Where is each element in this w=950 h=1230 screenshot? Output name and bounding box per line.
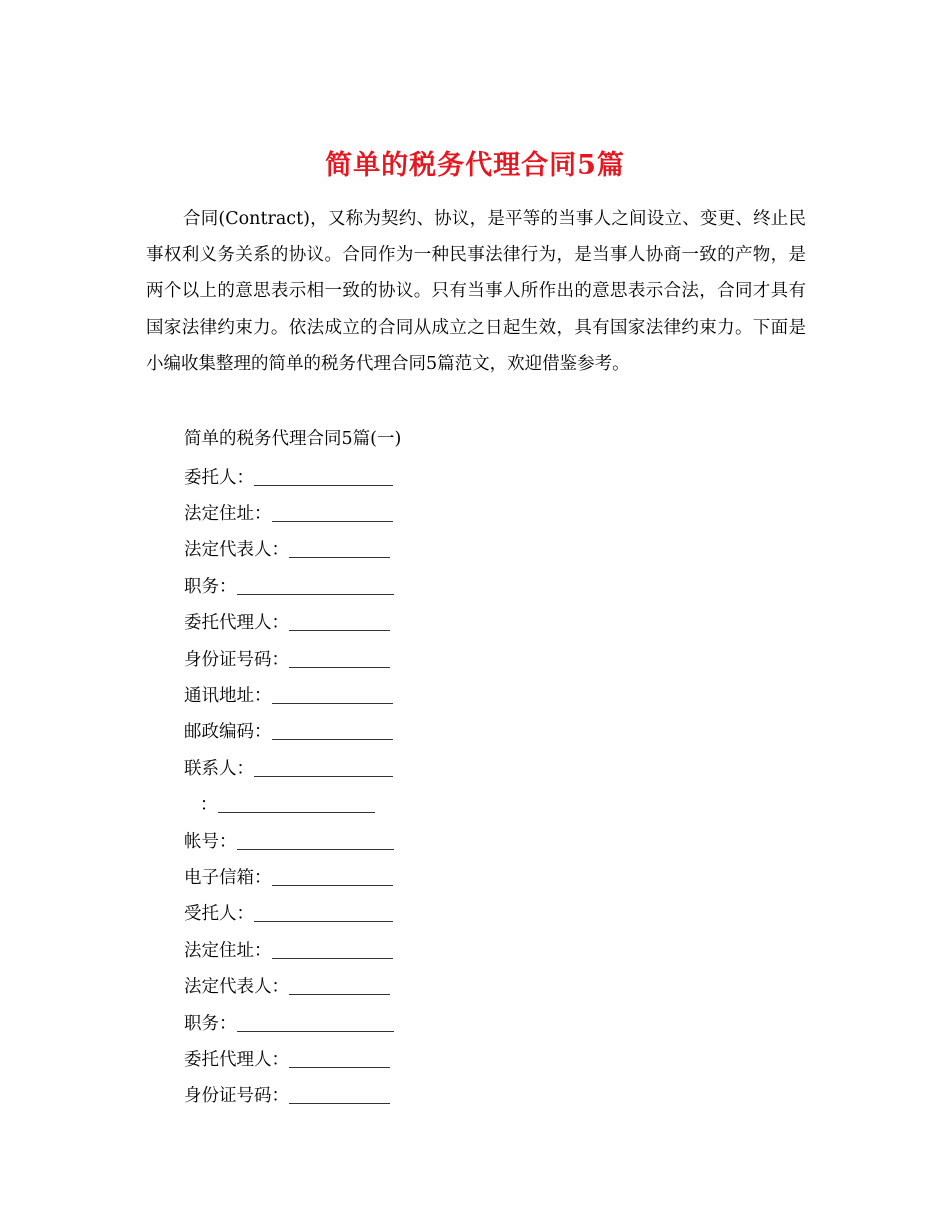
field-client-position <box>184 567 784 603</box>
fill-blank[interactable] <box>254 485 393 486</box>
field-label: 身份证号码： <box>184 1086 289 1107</box>
fill-blank[interactable] <box>289 994 390 995</box>
fill-blank[interactable] <box>289 667 390 668</box>
field-label: 帐号： <box>184 831 237 852</box>
fill-blank[interactable] <box>254 921 393 922</box>
field-label: 委托代理人： <box>184 613 289 634</box>
fill-blank[interactable] <box>237 849 394 850</box>
field-client-address <box>184 494 784 530</box>
field-trustee-agent <box>184 1040 784 1076</box>
contract-field-list <box>184 458 784 1113</box>
fill-blank[interactable] <box>272 885 393 886</box>
field-client-agent <box>184 604 784 640</box>
field-label: 受托人： <box>184 904 254 925</box>
field-label: 法定住址： <box>184 504 272 525</box>
field-trustee-position <box>184 1004 784 1040</box>
fill-blank[interactable] <box>289 1103 390 1104</box>
section-heading: 简单的税务代理合同5篇(一) <box>184 429 402 449</box>
fill-blank[interactable] <box>289 557 390 558</box>
field-client-id-number <box>184 640 784 676</box>
fill-blank[interactable] <box>272 739 393 740</box>
field-trustee <box>184 895 784 931</box>
fill-blank[interactable] <box>272 958 393 959</box>
fill-blank[interactable] <box>254 776 393 777</box>
field-trustee-legal-rep <box>184 967 784 1003</box>
field-account-number <box>184 822 784 858</box>
fill-blank[interactable] <box>237 1031 394 1032</box>
fill-blank[interactable] <box>237 594 394 595</box>
field-unlabeled <box>184 786 784 822</box>
field-trustee-address <box>184 931 784 967</box>
field-label: 委托人： <box>184 467 254 488</box>
field-label: 邮政编码： <box>184 722 272 743</box>
field-label: 法定代表人： <box>184 977 289 998</box>
field-label: 联系人： <box>184 758 254 779</box>
field-trustee-id-number <box>184 1077 784 1113</box>
field-label: 职务： <box>184 1013 237 1034</box>
fill-blank[interactable] <box>289 1067 390 1068</box>
field-label: 职务： <box>184 576 237 597</box>
field-label: 法定住址： <box>184 940 272 961</box>
fill-blank[interactable] <box>272 521 393 522</box>
fill-blank[interactable] <box>289 630 390 631</box>
field-postal-code <box>184 713 784 749</box>
field-client <box>184 458 784 494</box>
field-label: 身份证号码： <box>184 649 289 670</box>
field-contact-person <box>184 749 784 785</box>
field-email <box>184 858 784 894</box>
field-label: 法定代表人： <box>184 540 289 561</box>
field-mailing-address <box>184 676 784 712</box>
field-label: 通讯地址： <box>184 686 272 707</box>
field-label: ： <box>200 795 218 816</box>
fill-blank[interactable] <box>272 703 393 704</box>
document-title: 简单的税务代理合同5篇 <box>325 150 625 182</box>
field-client-legal-rep <box>184 531 784 567</box>
field-label: 委托代理人： <box>184 1049 289 1070</box>
intro-paragraph: 合同(Contract)，又称为契约、协议，是平等的当事人之间设立、变更、终止民事权利义务关系的协议。合同作为一种民事法律行为，是当事人协商一致的产物，是两个以上的意思表示相一致的协议。只有当事人所作出的意思表示合法，合同才具有国家法律约束力。依法成立的合同从成立之日起生效，具有国家法律约束力。下面是小编收集整理的简单的税务代理合同5篇范文，欢迎借鉴参考。 <box>146 209 806 374</box>
fill-blank[interactable] <box>218 812 375 813</box>
field-label: 电子信箱： <box>184 867 272 888</box>
